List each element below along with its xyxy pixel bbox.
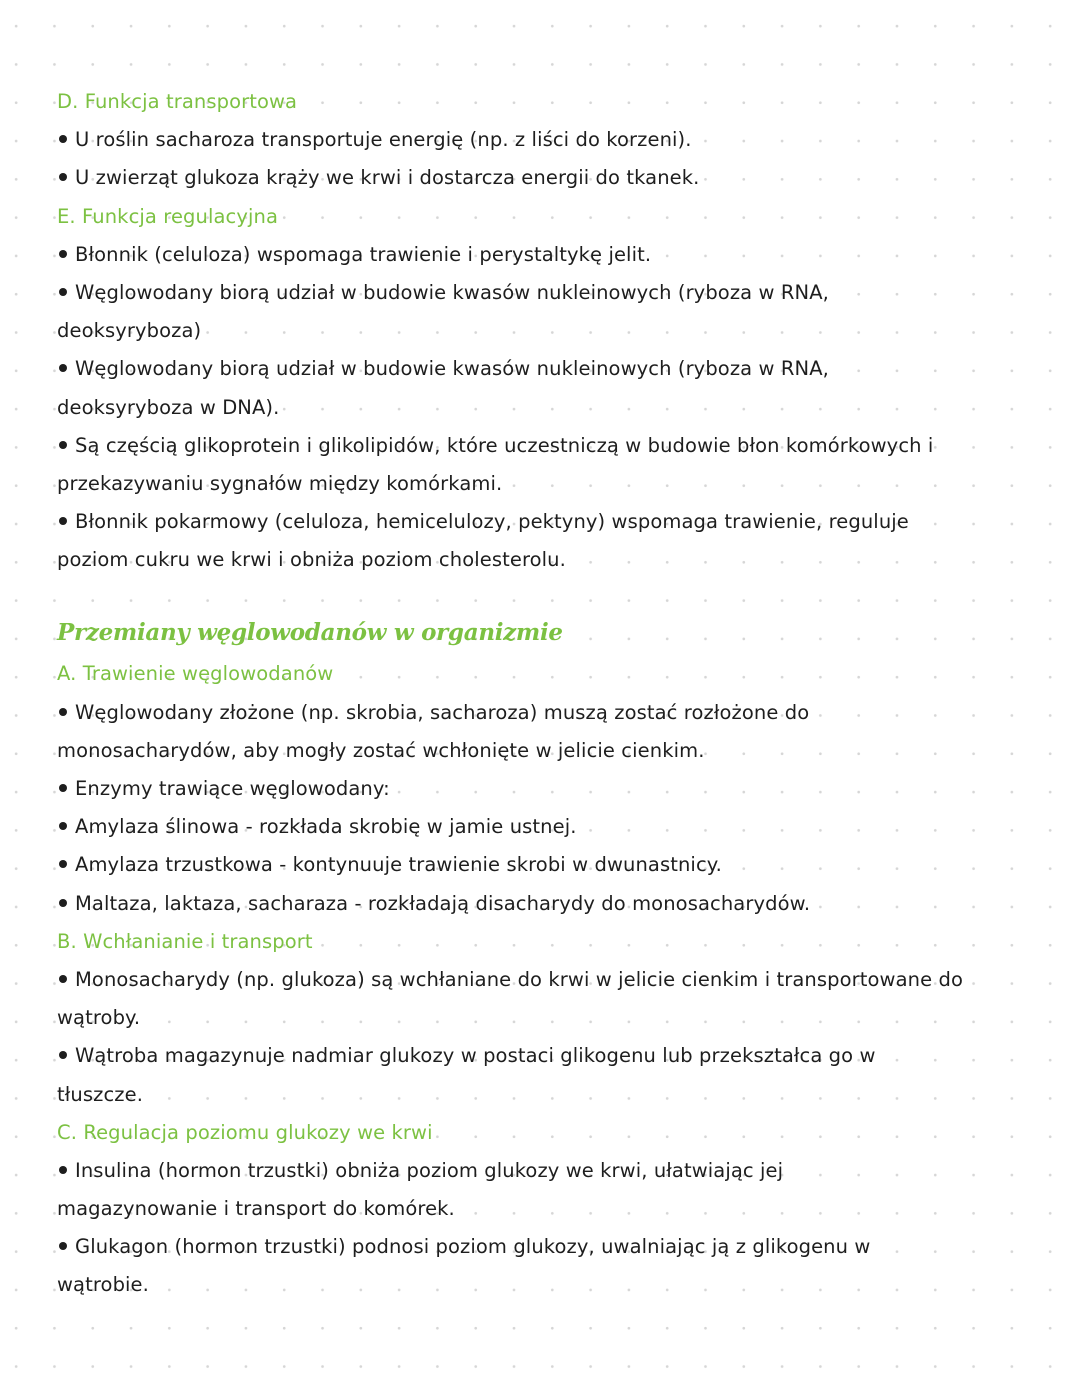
section-heading: A. Trawienie węglowodanów bbox=[57, 662, 334, 686]
bullet-icon bbox=[59, 135, 67, 143]
item-text: Błonnik (celuloza) wspomaga trawienie i perystaltykę jelit. bbox=[75, 242, 652, 266]
list-item bbox=[57, 808, 1047, 846]
list-item bbox=[57, 503, 1047, 541]
item-text-continued: magazynowanie i transport do komórek. bbox=[57, 1197, 455, 1221]
list-item bbox=[57, 350, 1047, 388]
item-text: Wątroba magazynuje nadmiar glukozy w postaci glikogenu lub przekształca go w bbox=[75, 1044, 876, 1068]
item-text-continued: tłuszcze. bbox=[57, 1082, 143, 1106]
item-text: Węglowodany złożone (np. skrobia, sacharoza) muszą zostać rozłożone do bbox=[75, 700, 810, 724]
section-heading: B. Wchłanianie i transport bbox=[57, 929, 313, 953]
list-item bbox=[57, 159, 1047, 197]
item-text-continued: wątroby. bbox=[57, 1006, 141, 1030]
item-text: Insulina (hormon trzustki) obniża poziom glukozy we krwi, ułatwiając jej bbox=[75, 1158, 784, 1182]
item-text: Są częścią glikoprotein i glikolipidów, które uczestniczą w budowie błon komórkowych i bbox=[75, 433, 934, 457]
item-text-continued: poziom cukru we krwi i obniża poziom cholesterolu. bbox=[57, 548, 566, 572]
item-text: Węglowodany biorą udział w budowie kwasów nukleinowych (ryboza w RNA, bbox=[75, 280, 829, 304]
list-item bbox=[57, 1152, 1047, 1190]
list-item bbox=[57, 1228, 1047, 1266]
item-text-continued: monosacharydów, aby mogły zostać wchłonięte w jelicie cienkim. bbox=[57, 738, 705, 762]
item-text: Błonnik pokarmowy (celuloza, hemicelulozy, pektyny) wspomaga trawienie, reguluje bbox=[75, 510, 909, 534]
bullet-icon bbox=[59, 1051, 67, 1059]
item-text-continued: wątrobie. bbox=[57, 1273, 149, 1297]
list bbox=[57, 694, 1047, 923]
item-text: Węglowodany biorą udział w budowie kwasów nukleinowych (ryboza w RNA, bbox=[75, 357, 829, 381]
section-title: Przemiany węglowodanów w organizmie bbox=[57, 619, 563, 647]
list-item bbox=[57, 770, 1047, 808]
item-text: U roślin sacharoza transportuje energię (np. z liści do korzeni). bbox=[75, 128, 692, 152]
section-heading: D. Funkcja transportowa bbox=[57, 90, 298, 113]
item-text: Maltaza, laktaza, sacharaza - rozkładają disacharydy do monosacharydów. bbox=[75, 891, 811, 915]
bullet-icon bbox=[59, 1242, 67, 1250]
bullet-icon bbox=[59, 860, 67, 868]
item-text-continued: deoksyryboza) bbox=[57, 319, 202, 343]
list-item bbox=[57, 427, 1047, 465]
section-heading: E. Funkcja regulacyjna bbox=[57, 204, 279, 228]
item-text: U zwierząt glukoza krąży we krwi i dostarcza energii do tkanek. bbox=[75, 166, 700, 190]
item-text: Enzymy trawiące węglowodany: bbox=[75, 777, 390, 800]
bullet-icon bbox=[59, 517, 67, 525]
bullet-icon bbox=[59, 250, 67, 258]
item-text-continued: przekazywaniu sygnałów między komórkami. bbox=[57, 471, 503, 495]
list-item bbox=[57, 961, 1047, 999]
bullet-icon bbox=[59, 441, 67, 449]
list bbox=[57, 961, 1047, 1114]
list-item bbox=[57, 846, 1047, 884]
bullet-icon bbox=[59, 288, 67, 296]
list bbox=[57, 236, 1047, 580]
list-item bbox=[57, 236, 1047, 274]
list-item bbox=[57, 274, 1047, 312]
bullet-icon bbox=[59, 975, 67, 983]
bullet-icon bbox=[59, 1166, 67, 1174]
list-item bbox=[57, 885, 1047, 923]
item-text: Amylaza trzustkowa - kontynuuje trawienie skrobi w dwunastnicy. bbox=[75, 853, 722, 877]
item-text-continued: deoksyryboza w DNA). bbox=[57, 395, 280, 419]
section-heading: C. Regulacja poziomu glukozy we krwi bbox=[57, 1120, 433, 1144]
item-text: Glukagon (hormon trzustki) podnosi poziom glukozy, uwalniając ją z glikogenu w bbox=[75, 1235, 871, 1259]
notes-page bbox=[57, 83, 1047, 1305]
item-text: Amylaza ślinowa - rozkłada skrobię w jamie ustnej. bbox=[75, 815, 577, 839]
bullet-icon bbox=[59, 708, 67, 716]
bullet-icon bbox=[59, 173, 67, 181]
bullet-icon bbox=[59, 364, 67, 372]
bullet-icon bbox=[59, 899, 67, 907]
list-item bbox=[57, 1037, 1047, 1075]
list-item bbox=[57, 694, 1047, 732]
bullet-icon bbox=[59, 784, 67, 792]
item-text: Monosacharydy (np. glukoza) są wchłaniane do krwi w jelicie cienkim i transportowane do bbox=[75, 967, 963, 991]
bullet-icon bbox=[59, 822, 67, 830]
list bbox=[57, 1152, 1047, 1305]
list-item bbox=[57, 121, 1047, 159]
